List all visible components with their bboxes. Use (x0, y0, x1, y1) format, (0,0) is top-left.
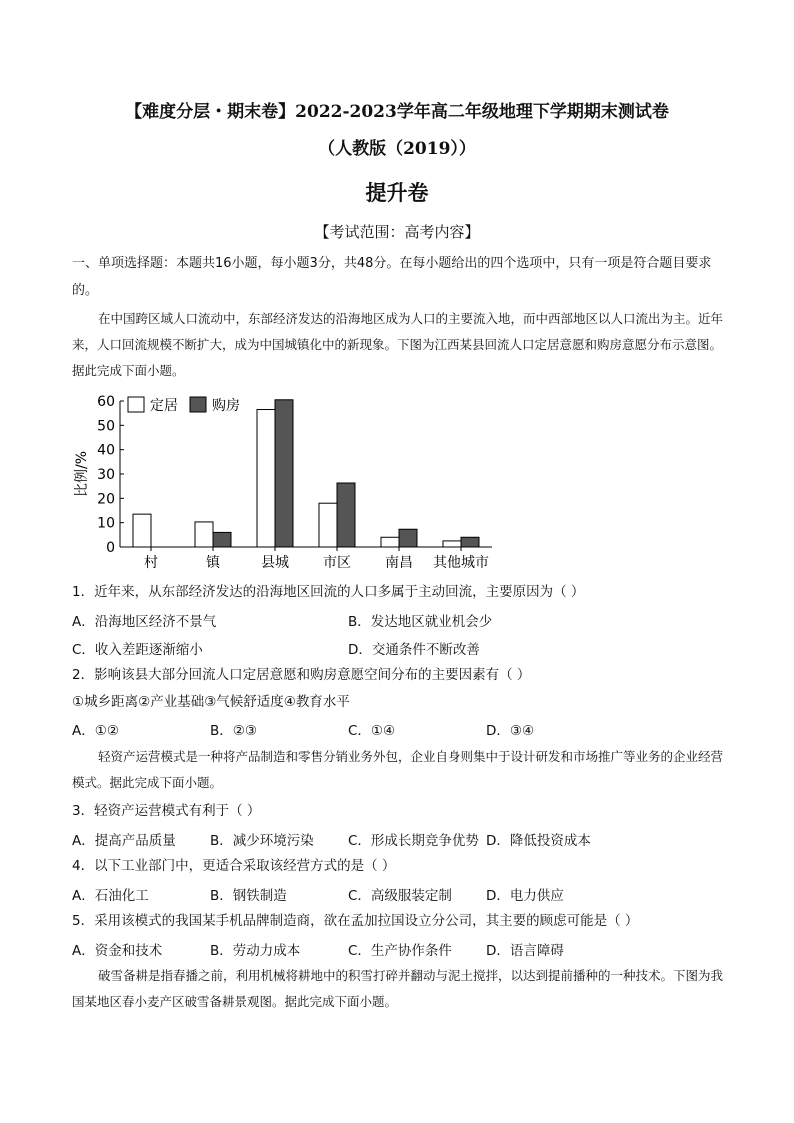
bar-购房 (461, 537, 479, 547)
legend-label: 定居 (150, 398, 178, 414)
legend-swatch (128, 397, 144, 412)
bar-定居 (319, 503, 337, 547)
question-2 (72, 665, 530, 685)
option-c[interactable]: C．高级服装定制 (348, 888, 452, 904)
bar-定居 (381, 537, 399, 547)
question-stem: 轻资产运营模式有利于（ ） (94, 803, 261, 819)
question-stem: 采用该模式的我国某手机品牌制造商，欲在孟加拉国设立分公司，其主要的顾虑可能是（ ） (94, 913, 639, 929)
bar-chart (72, 388, 502, 573)
x-tick-label: 其他城市 (433, 555, 489, 571)
bar-定居 (195, 522, 213, 547)
bar-购房 (399, 529, 417, 547)
option-b[interactable]: B．发达地区就业机会少 (348, 614, 493, 630)
exam-title: 【难度分层・期末卷】2022-2023学年高二年级地理下学期期末测试卷 (125, 102, 669, 122)
option-a[interactable]: A．资金和技术 (72, 943, 163, 959)
option-d[interactable]: D．语言障碍 (486, 943, 564, 959)
y-tick-label: 10 (97, 515, 115, 532)
section-instructions: 一、单项选择题：本题共16小题，每小题3分，共48分。在每小题给出的四个选项中，只有一项是符合题目要求的。 (72, 256, 712, 298)
bar-定居 (257, 410, 275, 547)
x-tick-label: 市区 (323, 555, 351, 571)
option-b[interactable]: B．劳动力成本 (210, 943, 301, 959)
material-3: 破雪备耕是指春播之前，利用机械将耕地中的积雪打碎并翻动与泥土搅拌，以达到提前播种的一种技术。下图为我国某地区春小麦产区破雪备耕景观图。据此完成下面小题。 (72, 968, 724, 1009)
option-b[interactable]: B．钢铁制造 (210, 888, 287, 904)
bar-购房 (337, 483, 355, 547)
y-tick-label: 0 (106, 540, 115, 556)
option-d[interactable]: D．电力供应 (486, 888, 564, 904)
option-d[interactable]: D．降低投资成本 (486, 833, 591, 849)
question-number: 3． (72, 803, 95, 819)
question-5 (72, 911, 638, 931)
y-tick-label: 50 (97, 418, 115, 435)
option-c[interactable]: C．①④ (348, 723, 396, 739)
bar-定居 (443, 541, 461, 547)
bar-定居 (133, 514, 151, 547)
material-1: 在中国跨区域人口流动中，东部经济发达的沿海地区成为人口的主要流入地，而中西部地区以人口流出为主。近年来，人口回流规模不断扩大，成为中国城镇化中的新现象。下图为江西某县回流人口定居意愿和购房意愿分布示意图。据此完成下面小题。 (72, 311, 724, 378)
material-2: 轻资产运营模式是一种将产品制造和零售分销业务外包，企业自身则集中于设计研发和市场推广等业务的企业经营模式。据此完成下面小题。 (72, 749, 724, 790)
option-a[interactable]: A．石油化工 (72, 888, 149, 904)
question-number: 1． (72, 584, 95, 600)
option-c[interactable]: C．形成长期竞争优势 (348, 833, 479, 849)
exam-scope: 【考试范围：高考内容】 (314, 223, 480, 241)
bar-购房 (275, 400, 293, 547)
question-1 (72, 582, 584, 602)
y-tick-label: 30 (97, 467, 115, 483)
x-tick-label: 县城 (261, 555, 289, 571)
y-tick-label: 40 (97, 442, 115, 459)
question-number: 4． (72, 858, 95, 874)
option-d[interactable]: D．交通条件不断改善 (348, 642, 480, 658)
exam-subtitle: （人教版（2019）） (318, 139, 476, 159)
option-a[interactable]: A．①② (72, 723, 119, 739)
bar-购房 (213, 532, 231, 547)
option-c[interactable]: C．收入差距逐渐缩小 (72, 642, 203, 658)
exam-level: 提升卷 (365, 180, 429, 205)
question-number: 2． (72, 667, 95, 683)
legend-swatch (190, 397, 206, 412)
question-4 (72, 856, 395, 876)
y-axis-label: 比例/% (74, 450, 90, 498)
legend-label: 购房 (212, 398, 240, 414)
option-a[interactable]: A．提高产品质量 (72, 833, 176, 849)
question-stem: 以下工业部门中，更适合采取该经营方式的是（ ） (94, 858, 396, 874)
y-tick-label: 20 (97, 491, 115, 508)
x-tick-label: 村 (144, 555, 158, 571)
option-b[interactable]: B．②③ (210, 723, 257, 739)
option-b[interactable]: B．减少环境污染 (210, 833, 314, 849)
option-c[interactable]: C．生产协作条件 (348, 943, 452, 959)
x-tick-label: 镇 (206, 555, 220, 571)
x-tick-label: 南昌 (385, 555, 413, 571)
question-stem: 近年来，从东部经济发达的沿海地区回流的人口多属于主动回流，主要原因为（ ） (94, 584, 585, 600)
y-tick-label: 60 (97, 394, 115, 410)
question-number: 5． (72, 913, 95, 929)
option-a[interactable]: A．沿海地区经济不景气 (72, 614, 217, 630)
question-3 (72, 801, 260, 821)
question-stem: 影响该县大部分回流人口定居意愿和购房意愿空间分布的主要因素有（ ） (94, 667, 531, 683)
question-2-sub: ①城乡距离②产业基础③气候舒适度④教育水平 (72, 694, 350, 710)
option-d[interactable]: D．③④ (486, 723, 535, 739)
